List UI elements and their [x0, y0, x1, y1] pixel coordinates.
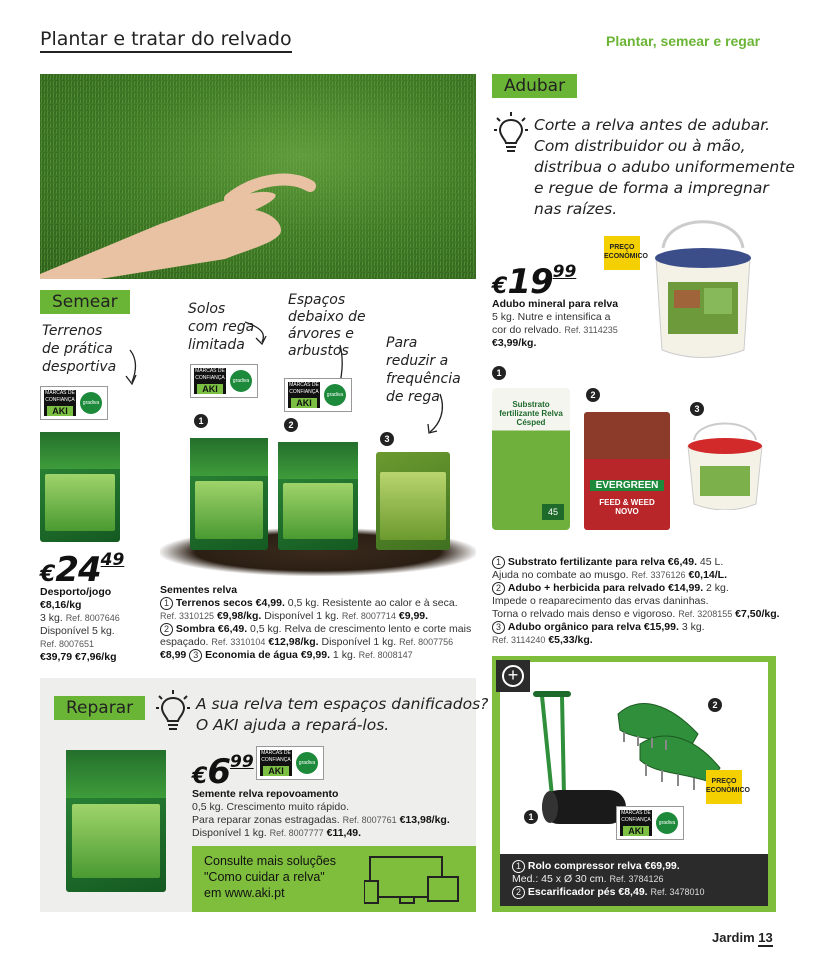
- number-badge-2: 2: [284, 418, 298, 432]
- number-badge-3: 3: [690, 402, 704, 416]
- marcas-confianca-logo: MARCAS DE CONFIANÇA AKI gradiva: [190, 364, 258, 398]
- seed-box-terrenos-secos: [190, 438, 268, 550]
- grass-photo: [40, 74, 476, 279]
- adubar-tip: Corte a relva antes de adubar. Com distribuidor ou à mão, distribua o adubo uniformemente e regue de forma a impregnar nas raízes.: [534, 116, 795, 218]
- marcas-confianca-logo: MARCAS DE CONFIANÇA AKI gradiva: [40, 386, 108, 420]
- page-title: Plantar e tratar do relvado: [40, 28, 292, 53]
- note-reduzir-rega: Para reduzir a frequência de rega: [386, 335, 461, 405]
- marcas-confianca-logo: MARCAS DE CONFIANÇA AKI gradiva: [616, 806, 684, 840]
- desporto-price: €2449: [40, 550, 125, 590]
- number-badge-1: 1: [194, 414, 208, 428]
- reparar-tag: Reparar: [54, 696, 145, 720]
- hand-on-grass-illustration: [40, 74, 476, 279]
- seed-box-repovoamento: [66, 750, 166, 892]
- lightbulb-icon: [494, 112, 528, 161]
- section-title: Plantar, semear e regar: [606, 33, 761, 49]
- number-badge-2: 2: [586, 388, 600, 402]
- fertilizer-bucket: [648, 218, 758, 360]
- economic-price-badge: PREÇO ECONÓMICO: [706, 770, 742, 804]
- arrows-decoration: [40, 290, 500, 450]
- adubar-products-list: 1 Substrato fertilizante para relva €6,49. 45 L. Ajuda no combate ao musgo. Ref. 3376126 €0,14/L. 2 Adubo + herbicida para relvado €14,99. 2 kg. Impede o reaparecimento das ervas daninhas. Torna o relvado mais denso e vigoroso. Ref. 3208155 €7,50/kg. 3 Adubo orgânico para relva €15,99. 3 kg. Ref. 3114240 €5,33/kg.: [492, 556, 780, 646]
- repovoamento-details: Semente relva repovoamento 0,5 kg. Crescimento muito rápido. Para reparar zonas estragadas. Ref. 8007761 €13,98/kg. Disponível 1 kg. Ref. 8007777 €11,49.: [192, 788, 450, 839]
- number-badge-3: 3: [380, 432, 394, 446]
- page-footer: [712, 930, 773, 945]
- note-desportiva: Terrenos de prática desportiva: [42, 323, 117, 375]
- seed-box-desporto: [40, 432, 120, 542]
- substrate-bag: Substrato fertilizante Relva Césped 45: [492, 388, 570, 530]
- marcas-confianca-logo: MARCAS DE CONFIANÇA AKI gradiva: [256, 746, 324, 780]
- adubar-tag: Adubar: [492, 74, 577, 98]
- tools-list: 1 Rolo compressor relva €69,99. Med.: 45 x Ø 30 cm. Ref. 3784126 2 Escarificador pés €8,49. Ref. 3478010: [512, 860, 705, 898]
- marcas-confianca-logo: MARCAS DE CONFIANÇA AKI gradiva: [284, 378, 352, 412]
- lightbulb-icon: [156, 690, 190, 739]
- semear-tag: Semear: [40, 290, 130, 314]
- evergreen-bag: EVERGREEN FEED & WEED NOVO: [584, 412, 670, 530]
- number-badge-2: 2: [708, 698, 722, 712]
- seed-box-sombra: [278, 442, 358, 550]
- adubo-price: €1999: [492, 262, 577, 302]
- consult-banner[interactable]: [192, 846, 476, 912]
- note-rega-limitada: Solos com rega limitada: [188, 301, 255, 353]
- desporto-details: Desporto/jogo €8,16/kg 3 kg. Ref. 8007646 Disponível 5 kg. Ref. 8007651 €39,79 €7,96/kg: [40, 586, 120, 663]
- number-badge-1: 1: [524, 810, 538, 824]
- repovoamento-price: €699: [192, 752, 254, 792]
- plus-icon: +: [496, 660, 530, 692]
- page-number: 13: [758, 930, 773, 945]
- economic-price-badge: PREÇO ECONÓMICO: [604, 236, 640, 270]
- note-sombra: Espaços debaixo de árvores e arbustos: [288, 292, 366, 359]
- number-badge-1: 1: [492, 366, 506, 380]
- seed-box-economia-agua: [376, 452, 450, 550]
- organic-bucket: [684, 418, 766, 510]
- reparar-tip: A sua relva tem espaços danificados? O AKI ajuda a repará-los.: [196, 695, 489, 734]
- consult-text: Consulte mais soluções "Como cuidar a relva" em www.aki.pt: [204, 854, 337, 900]
- sementes-list: Sementes relva 1 Terrenos secos €4,99. 0,5 kg. Resistente ao calor e à seca. Ref. 3310125 €9,98/kg. Disponível 1 kg. Ref. 8007714 €9,99. 2 Sombra €6,49. 0,5 kg. Relva de crescimento lento e corte mais espaçado. Ref. 3310104 €12,98/kg. Disponível 1 kg. Ref. 8007756 €8,99 3 Economia de água €9,99. 1 kg. Ref. 8008147: [160, 584, 472, 661]
- adubo-details: Adubo mineral para relva 5 kg. Nutre e intensifica a cor do relvado. Ref. 3114235 €3,99/kg.: [492, 298, 619, 349]
- devices-icon: [364, 853, 468, 905]
- footer-label: Jardim: [712, 930, 755, 945]
